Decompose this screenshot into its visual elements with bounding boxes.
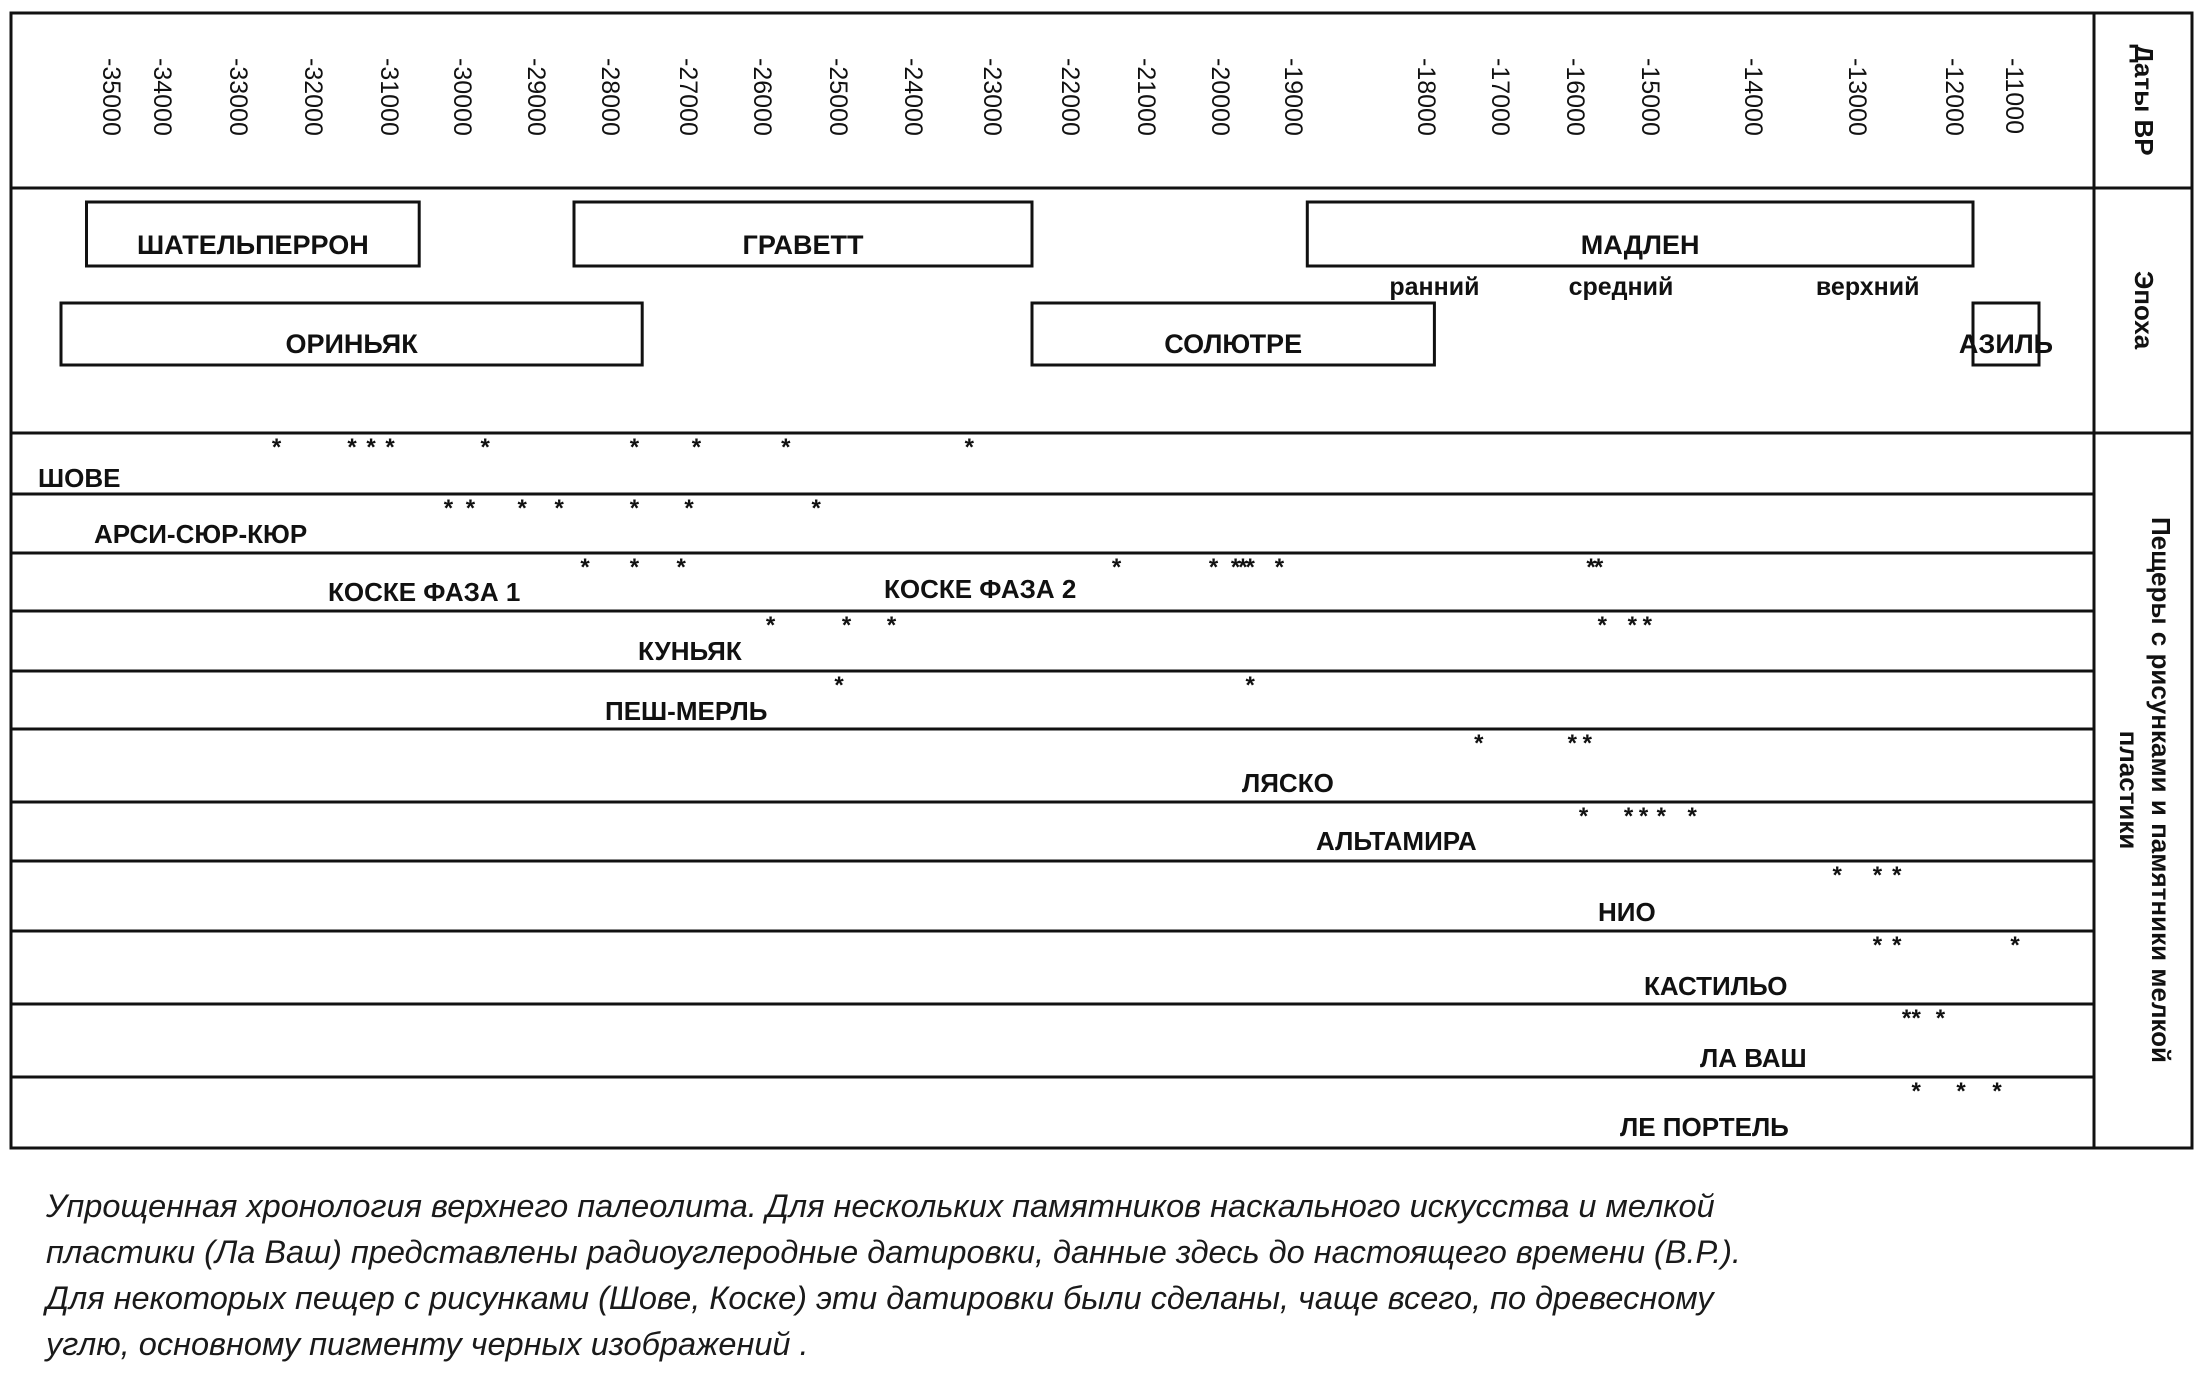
- date-tick-label: -20000: [1206, 58, 1234, 136]
- cave-label: ПЕШ-МЕРЛЬ: [605, 696, 768, 726]
- cave-label: ЛЕ ПОРТЕЛЬ: [1620, 1112, 1789, 1142]
- date-marker: *: [1474, 730, 1484, 757]
- cave-label: КАСТИЛЬО: [1644, 971, 1788, 1001]
- date-marker: *: [629, 434, 640, 461]
- date-tick-label: -22000: [1056, 58, 1084, 136]
- cave-label: АРСИ-СЮР-КЮР: [94, 519, 308, 549]
- date-marker: *: [554, 495, 564, 522]
- date-marker: *: [1111, 554, 1122, 581]
- date-marker: *: [684, 495, 694, 522]
- date-tick-label: -28000: [596, 58, 624, 136]
- epoch-label: МАДЛЕН: [1580, 230, 1700, 260]
- date-tick-label: -12000: [1940, 58, 1968, 136]
- date-marker: *: [1687, 803, 1697, 830]
- date-marker: *: [1627, 612, 1637, 639]
- date-marker: *: [1578, 803, 1589, 830]
- date-marker: *: [1593, 554, 1604, 581]
- date-marker: *: [1230, 554, 1241, 581]
- date-marker: *: [580, 554, 590, 581]
- epoch-label: АЗИЛЬ: [1958, 329, 2054, 359]
- date-tick-label: -35000: [97, 58, 125, 136]
- caption-line: пластики (Ла Ваш) представлены радиоуглеродные датировки, данные здесь до настоящего времени (В.Р.).: [46, 1234, 1741, 1270]
- date-marker: *: [1208, 554, 1219, 581]
- epoch-label: СОЛЮТРЕ: [1164, 329, 1303, 359]
- date-marker: *: [1582, 730, 1592, 757]
- date-marker: *: [1872, 932, 1883, 959]
- date-marker: *: [841, 612, 852, 639]
- date-marker: *: [886, 612, 897, 639]
- date-tick-label: -34000: [148, 58, 176, 136]
- caption-line: углю, основному пигменту черных изображений .: [46, 1326, 809, 1362]
- date-tick-label: -17000: [1486, 58, 1514, 136]
- cave-label: КУНЬЯК: [638, 636, 742, 666]
- date-marker: *: [765, 612, 776, 639]
- date-marker: *: [781, 434, 791, 461]
- epoch-section-label: Эпоха: [2129, 270, 2160, 350]
- date-tick-label: -14000: [1739, 58, 1767, 136]
- date-marker: *: [465, 495, 476, 522]
- date-marker: *: [1597, 612, 1607, 639]
- cave-label: ЛА ВАШ: [1700, 1043, 1807, 1073]
- cave-label: ШОВЕ: [38, 463, 121, 493]
- date-marker: *: [676, 554, 686, 581]
- date-marker: *: [480, 434, 490, 461]
- caves-section-label-cont: пластики: [2114, 730, 2145, 850]
- date-tick-label: -33000: [224, 58, 252, 136]
- date-tick-label: -24000: [899, 58, 927, 136]
- date-marker: *: [1956, 1078, 1966, 1105]
- date-marker: *: [834, 672, 844, 699]
- date-marker: *: [1245, 554, 1255, 581]
- subperiod-label: средний: [1568, 273, 1674, 301]
- date-tick-label: -21000: [1132, 58, 1160, 136]
- date-tick-label: -15000: [1636, 58, 1664, 136]
- date-marker: *: [347, 434, 357, 461]
- date-marker: *: [1656, 803, 1666, 830]
- date-marker: *: [517, 495, 527, 522]
- dates-section-label: Даты BP: [2129, 44, 2160, 156]
- date-marker: *: [811, 495, 821, 522]
- date-marker: *: [1623, 803, 1634, 830]
- date-marker: *: [1238, 554, 1248, 581]
- date-marker: *: [271, 434, 282, 461]
- date-tick-label: -18000: [1412, 58, 1440, 136]
- date-marker: *: [1832, 862, 1842, 889]
- date-tick-label: -26000: [748, 58, 776, 136]
- date-tick-label: -31000: [375, 58, 403, 136]
- date-marker: *: [1638, 803, 1649, 830]
- cave-rows: [11, 434, 2094, 1142]
- side-labels: [2114, 44, 2176, 1063]
- date-marker: *: [1935, 1005, 1946, 1032]
- date-marker: *: [1567, 730, 1577, 757]
- caption-line: Для некоторых пещер с рисунками (Шове, Коске) эти датировки были сделаны, чаще всего, по древесному: [46, 1280, 1714, 1316]
- date-marker: *: [2010, 932, 2020, 959]
- cave-label: КОСКЕ ФАЗА 2: [884, 574, 1077, 604]
- date-tick-label: -23000: [978, 58, 1006, 136]
- epoch-label: ШАТЕЛЬПЕРРОН: [136, 230, 369, 260]
- subperiod-label: верхний: [1815, 273, 1920, 301]
- epoch-label: ОРИНЬЯК: [285, 329, 418, 359]
- date-tick-label: -16000: [1561, 58, 1589, 136]
- madlen-subperiods: [1389, 273, 1919, 301]
- date-tick-label: -19000: [1279, 58, 1307, 136]
- epoch-bars: [61, 202, 2053, 365]
- date-tick-label: -13000: [1843, 58, 1871, 136]
- subperiod-label: ранний: [1389, 273, 1480, 301]
- epoch-label: ГРАВЕТТ: [742, 230, 864, 260]
- date-marker: *: [1911, 1078, 1921, 1105]
- date-marker: *: [691, 434, 702, 461]
- date-tick-label: -11000: [2000, 58, 2028, 134]
- date-marker: *: [443, 495, 454, 522]
- date-marker: *: [1901, 1005, 1912, 1032]
- date-tick-label: -29000: [522, 58, 550, 136]
- date-marker: *: [1892, 862, 1902, 889]
- cave-label: НИО: [1598, 897, 1656, 927]
- date-marker: *: [1586, 554, 1596, 581]
- date-marker: *: [629, 554, 640, 581]
- date-tick-label: -30000: [448, 58, 476, 136]
- date-marker: *: [1872, 862, 1883, 889]
- date-marker: *: [366, 434, 376, 461]
- date-axis: [97, 58, 2028, 136]
- date-marker: *: [964, 434, 974, 461]
- date-tick-label: -25000: [824, 58, 852, 136]
- cave-label: АЛЬТАМИРА: [1316, 826, 1477, 856]
- date-marker: *: [1274, 554, 1285, 581]
- figure-caption: [46, 1183, 2006, 1367]
- date-marker: *: [629, 495, 640, 522]
- date-marker: *: [1245, 672, 1255, 699]
- date-tick-label: -27000: [674, 58, 702, 136]
- caption-line: Упрощенная хронология верхнего палеолита. Для нескольких памятников наскального искусства и мелкой: [46, 1188, 1715, 1224]
- date-tick-label: -32000: [299, 58, 327, 136]
- date-marker: *: [385, 434, 395, 461]
- date-marker: *: [1911, 1005, 1921, 1032]
- cave-label: КОСКЕ ФАЗА 1: [328, 577, 521, 607]
- date-marker: *: [1892, 932, 1902, 959]
- caves-section-label: Пещеры с рисунками и памятники мелкой: [2146, 516, 2177, 1064]
- date-marker: *: [1992, 1078, 2002, 1105]
- date-marker: *: [1642, 612, 1652, 639]
- cave-label: ЛЯСКО: [1242, 768, 1334, 798]
